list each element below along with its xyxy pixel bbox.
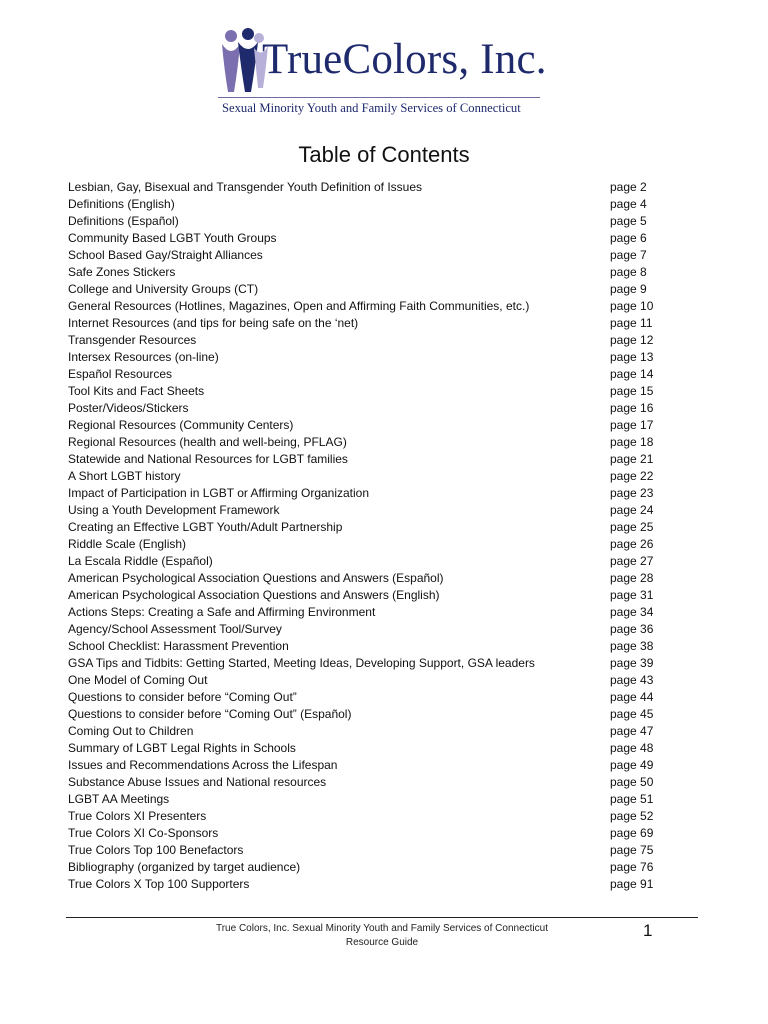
toc-entry-page: page 28 (610, 571, 654, 585)
toc-entry (68, 689, 668, 706)
toc-entry-label: Riddle Scale (English) (68, 537, 187, 551)
logo-divider (218, 97, 540, 98)
toc-entry (68, 808, 668, 825)
toc-entry-label: Summary of LGBT Legal Rights in Schools (68, 741, 296, 755)
toc-entry-label: Impact of Participation in LGBT or Affirming Organization (68, 486, 370, 500)
toc-entry (68, 502, 668, 519)
toc-entry (68, 706, 668, 723)
toc-entry-page: page 12 (610, 333, 654, 347)
toc-entry-label: Intersex Resources (on-line) (68, 350, 219, 364)
toc-entry (68, 604, 668, 621)
toc-entry-page: page 26 (610, 537, 654, 551)
toc-entry-label: Definitions (English) (68, 197, 175, 211)
toc-entry-label: Transgender Resources (68, 333, 197, 347)
toc-entry (68, 825, 668, 842)
toc-entry-page: page 76 (610, 860, 654, 874)
footer-line-1: True Colors, Inc. Sexual Minority Youth and Family Services of Connecticut (215, 923, 548, 934)
logo-tagline: Sexual Minority Youth and Family Services of Connecticut (222, 101, 521, 115)
toc-entry-page: page 2 (610, 180, 647, 194)
toc-entry (68, 553, 668, 570)
toc-entry (68, 519, 668, 536)
toc-entry-page: page 8 (610, 265, 647, 279)
logo-name: TrueColors, Inc. (262, 36, 547, 83)
toc-entry (68, 179, 668, 196)
toc-entry (68, 417, 668, 434)
toc-entry (68, 536, 668, 553)
footer-divider (66, 917, 698, 918)
toc-entry (68, 587, 668, 604)
footer-line-2: Resource Guide (345, 937, 419, 948)
toc-entry (68, 213, 668, 230)
table-of-contents (68, 179, 668, 893)
toc-entry-label: GSA Tips and Tidbits: Getting Started, Meeting Ideas, Developing Support, GSA leaders (68, 656, 535, 670)
toc-entry (68, 791, 668, 808)
toc-entry-page: page 31 (610, 588, 654, 602)
toc-entry (68, 621, 668, 638)
toc-entry (68, 349, 668, 366)
toc-entry (68, 264, 668, 281)
toc-entry (68, 315, 668, 332)
toc-entry-page: page 7 (610, 248, 647, 262)
toc-entry (68, 281, 668, 298)
toc-entry-page: page 22 (610, 469, 654, 483)
toc-entry-label: One Model of Coming Out (68, 673, 208, 687)
toc-entry-page: page 44 (610, 690, 654, 704)
toc-entry-label: La Escala Riddle (Español) (68, 554, 213, 568)
toc-entry-page: page 47 (610, 724, 654, 738)
toc-entry-label: School Checklist: Harassment Prevention (68, 639, 289, 653)
toc-entry (68, 383, 668, 400)
toc-entry-page: page 75 (610, 843, 654, 857)
toc-entry-label: Bibliography (organized by target audience) (68, 860, 301, 874)
toc-entry-label: Lesbian, Gay, Bisexual and Transgender Youth Definition of Issues (68, 180, 423, 194)
toc-entry-page: page 50 (610, 775, 654, 789)
toc-entry-label: True Colors XI Co-Sponsors (68, 826, 219, 840)
toc-entry-label: Issues and Recommendations Across the Lifespan (68, 758, 338, 772)
toc-entry-label: American Psychological Association Questions and Answers (English) (68, 588, 440, 602)
toc-entry (68, 859, 668, 876)
toc-entry (68, 332, 668, 349)
toc-entry (68, 876, 668, 893)
toc-entry-page: page 23 (610, 486, 654, 500)
toc-entry-page: page 14 (610, 367, 654, 381)
toc-entry (68, 723, 668, 740)
toc-entry-page: page 34 (610, 605, 654, 619)
toc-entry-label: True Colors X Top 100 Supporters (68, 877, 250, 891)
toc-entry (68, 740, 668, 757)
toc-entry-page: page 10 (610, 299, 654, 313)
toc-entry-page: page 21 (610, 452, 654, 466)
toc-entry-label: Safe Zones Stickers (68, 265, 176, 279)
toc-entry-label: Questions to consider before “Coming Out” (Español) (68, 707, 352, 721)
toc-entry (68, 485, 668, 502)
toc-entry-label: Regional Resources (health and well-being, PFLAG) (68, 435, 347, 449)
toc-entry-page: page 48 (610, 741, 654, 755)
toc-entry-label: Poster/Videos/Stickers (68, 401, 189, 415)
toc-entry-page: page 18 (610, 435, 654, 449)
toc-entry-page: page 27 (610, 554, 654, 568)
toc-entry (68, 570, 668, 587)
figures-logo-icon (218, 28, 268, 92)
toc-entry-label: Substance Abuse Issues and National resources (68, 775, 327, 789)
toc-entry (68, 247, 668, 264)
toc-entry-page: page 25 (610, 520, 654, 534)
toc-entry-label: LGBT AA Meetings (68, 792, 170, 806)
toc-entry (68, 672, 668, 689)
toc-entry-page: page 91 (610, 877, 654, 891)
toc-entry-page: page 51 (610, 792, 654, 806)
toc-entry-page: page 4 (610, 197, 647, 211)
footer (66, 922, 698, 950)
toc-entry (68, 842, 668, 859)
toc-entry (68, 196, 668, 213)
toc-entry-label: School Based Gay/Straight Alliances (68, 248, 263, 262)
toc-entry-label: True Colors XI Presenters (68, 809, 207, 823)
page-number: 1 (643, 921, 653, 940)
toc-entry (68, 298, 668, 315)
toc-entry-page: page 16 (610, 401, 654, 415)
toc-entry (68, 400, 668, 417)
toc-entry-label: College and University Groups (CT) (68, 282, 259, 296)
toc-entry (68, 434, 668, 451)
toc-entry-label: Tool Kits and Fact Sheets (68, 384, 205, 398)
toc-entry-label: Statewide and National Resources for LGBT families (68, 452, 348, 466)
toc-entry (68, 366, 668, 383)
toc-entry-page: page 45 (610, 707, 654, 721)
toc-entry-page: page 38 (610, 639, 654, 653)
toc-entry-page: page 9 (610, 282, 647, 296)
toc-entry-label: True Colors Top 100 Benefactors (68, 843, 244, 857)
toc-entry-label: Regional Resources (Community Centers) (68, 418, 294, 432)
toc-entry-page: page 39 (610, 656, 654, 670)
toc-entry-label: Using a Youth Development Framework (68, 503, 280, 517)
toc-entry (68, 638, 668, 655)
toc-entry-page: page 13 (610, 350, 654, 364)
toc-entry-label: Definitions (Español) (68, 214, 179, 228)
toc-entry-page: page 43 (610, 673, 654, 687)
toc-entry-label: Español Resources (68, 367, 173, 381)
toc-entry-page: page 5 (610, 214, 647, 228)
toc-entry-label: Coming Out to Children (68, 724, 194, 738)
toc-entry-page: page 49 (610, 758, 654, 772)
toc-entry (68, 655, 668, 672)
toc-entry (68, 757, 668, 774)
toc-entry-label: Internet Resources (and tips for being safe on the ‘net) (68, 316, 359, 330)
toc-entry-page: page 17 (610, 418, 654, 432)
toc-entry-label: A Short LGBT history (68, 469, 181, 483)
page-title: Table of Contents (298, 142, 470, 167)
toc-entry-page: page 52 (610, 809, 654, 823)
true-colors-logo (218, 22, 547, 132)
toc-entry-label: Questions to consider before “Coming Out” (68, 690, 297, 704)
toc-entry (68, 451, 668, 468)
toc-entry-page: page 24 (610, 503, 654, 517)
toc-entry-page: page 15 (610, 384, 654, 398)
toc-entry-label: General Resources (Hotlines, Magazines, Open and Affirming Faith Communities, etc.) (68, 299, 530, 313)
toc-entry (68, 774, 668, 791)
toc-entry (68, 468, 668, 485)
toc-entry-label: Actions Steps: Creating a Safe and Affirming Environment (68, 605, 376, 619)
toc-entry-page: page 11 (610, 316, 653, 330)
toc-entry-page: page 6 (610, 231, 647, 245)
toc-entry-label: Agency/School Assessment Tool/Survey (68, 622, 282, 636)
toc-entry-page: page 69 (610, 826, 654, 840)
toc-entry (68, 230, 668, 247)
toc-entry-label: Community Based LGBT Youth Groups (68, 231, 277, 245)
toc-entry-page: page 36 (610, 622, 654, 636)
toc-entry-label: American Psychological Association Questions and Answers (Español) (68, 571, 444, 585)
toc-entry-label: Creating an Effective LGBT Youth/Adult Partnership (68, 520, 343, 534)
